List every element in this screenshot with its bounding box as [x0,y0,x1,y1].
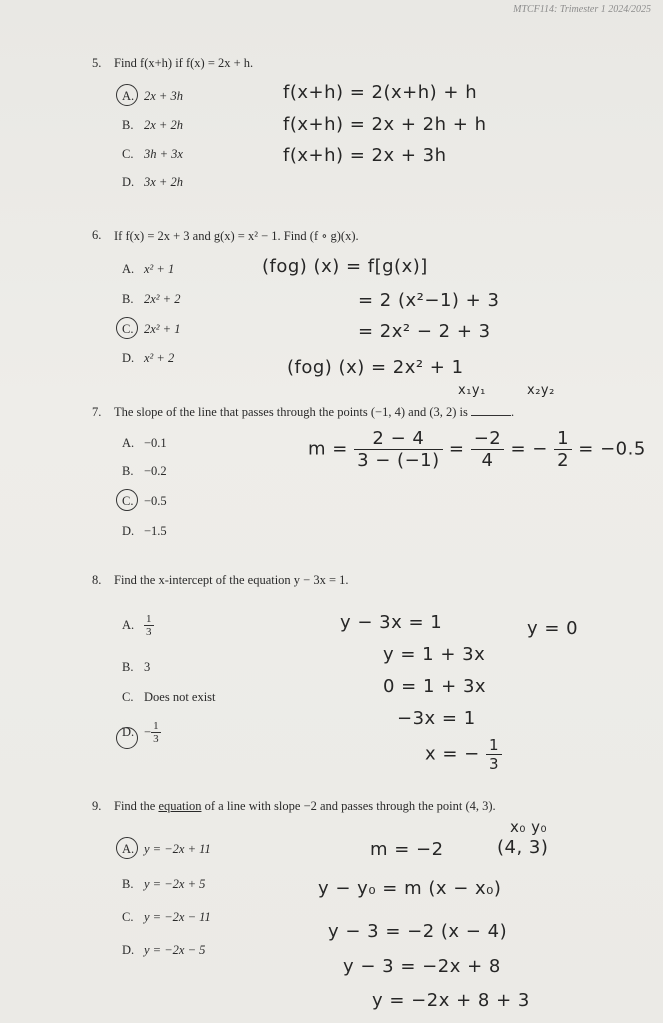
handwritten-work: f(x+h) = 2x + 2h + h [283,114,487,135]
q8-option-a[interactable]: A. $\frac{1}{3}$ [122,613,152,638]
handwritten-work: f(x+h) = 2(x+h) + h [283,82,478,103]
q8-option-b[interactable]: B. 3 [122,660,151,674]
handwritten-work: (fog) (x) = f[g(x)] [262,256,428,277]
handwritten-work: (4, 3) [497,837,549,858]
q6-option-a[interactable]: A. x² + 1 [122,262,175,276]
handwritten-work: (fog) (x) = 2x² + 1 [287,357,464,378]
q7-option-c[interactable]: C. −0.5 [122,494,144,509]
handwritten-work: f(x+h) = 2x + 3h [283,145,447,166]
handwritten-work: −3x = 1 [397,708,476,729]
q9-option-a[interactable]: A. y = −2x + 11 [122,842,144,857]
answer-circle [116,727,138,749]
question-text: Find the equation of a line with slope −2 and passes through the point (4, 3). [114,799,496,813]
answer-blank [471,415,511,416]
handwritten-work: = 2 (x²−1) + 3 [358,290,500,311]
question-number: 6. [92,228,102,242]
handwritten-label: x₂y₂ [527,383,555,398]
handwritten-work: 0 = 1 + 3x [383,676,487,697]
question-number: 9. [92,799,102,813]
handwritten-note: y = 0 [527,618,579,639]
handwritten-label: x₀ y₀ [510,818,548,836]
q6-option-d[interactable]: D. x² + 2 [122,351,175,365]
question-text: The slope of the line that passes through the points (−1, 4) and (3, 2) is . [114,405,515,419]
handwritten-work: y − 3 = −2 (x − 4) [328,921,508,942]
handwritten-work: y − y₀ = m (x − x₀) [318,878,502,899]
handwritten-work: y − 3x = 1 [340,612,443,633]
handwritten-slope-work: m = $\frac{2 - 4}{3 - (-1)}$ = $\frac{-2}{4}$ = − $\frac{1}{2}$ = −0.5 [308,428,646,471]
handwritten-work: y − 3 = −2x + 8 [343,956,501,977]
question-text: Find f(x+h) if f(x) = 2x + h. [114,56,254,70]
q6-option-b[interactable]: B. 2x² + 2 [122,292,181,306]
q9-option-c[interactable]: C. y = −2x − 11 [122,910,211,924]
q5-option-a[interactable]: A. 2x + 3h [122,89,144,104]
question-number: 7. [92,405,102,419]
q5-option-b[interactable]: B. 2x + 2h [122,118,183,132]
answer-circle [116,489,138,511]
q9-option-b[interactable]: B. y = −2x + 5 [122,877,206,891]
handwritten-work: y = 1 + 3x [383,644,486,665]
question-number: 8. [92,573,102,587]
q7-option-b[interactable]: B. −0.2 [122,464,167,478]
handwritten-label: x₁y₁ [458,383,486,398]
answer-circle [116,837,138,859]
answer-circle [116,84,138,106]
q9-option-d[interactable]: D. y = −2x − 5 [122,943,206,957]
handwritten-work: m = −2 [370,839,444,860]
q5-option-d[interactable]: D. 3x + 2h [122,175,183,189]
q7-option-d[interactable]: D. −1.5 [122,524,167,538]
handwritten-work: x = − $\frac{1}{3}$ [425,736,502,773]
q8-option-d[interactable]: D. − $\frac{1}{3}$ [122,720,161,745]
q6-option-c[interactable]: C. 2x² + 1 [122,322,144,337]
page-header: MTCF114: Trimester 1 2024/2025 [513,4,651,15]
handwritten-work: y = −2x + 8 + 3 [372,990,530,1011]
q8-option-c[interactable]: C. Does not exist [122,690,216,704]
q7-option-a[interactable]: A. −0.1 [122,436,167,450]
handwritten-work: = 2x² − 2 + 3 [358,321,491,342]
question-text: If f(x) = 2x + 3 and g(x) = x² − 1. Find (f ∘ g)(x). [114,229,359,243]
answer-circle [116,317,138,339]
question-text: Find the x-intercept of the equation y − 3x = 1. [114,573,349,587]
question-number: 5. [92,56,102,70]
q5-option-c[interactable]: C. 3h + 3x [122,147,183,161]
